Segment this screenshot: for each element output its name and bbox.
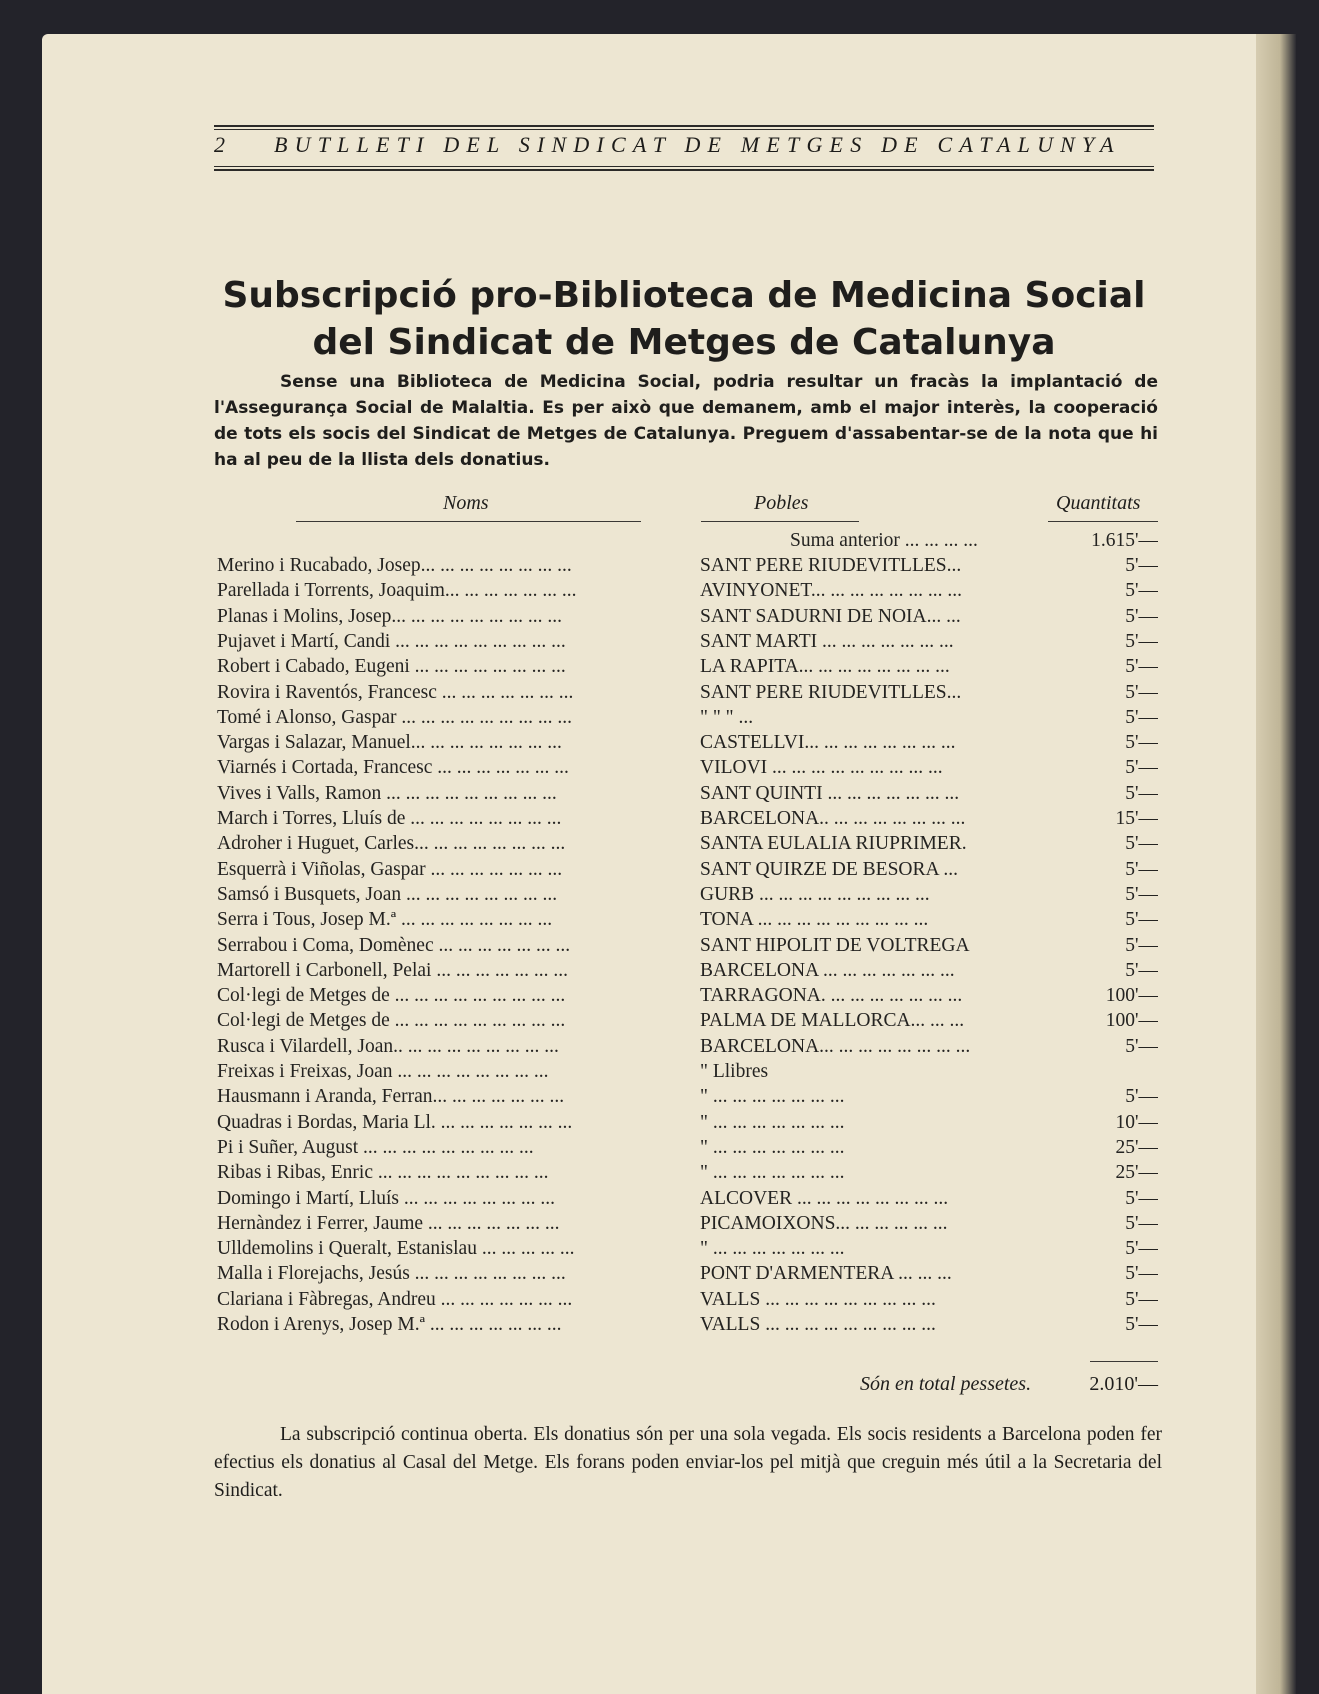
donor-town: VILOVI ... ... ... ... ... ... ... ... ...	[700, 757, 943, 779]
donor-name: Serra i Tous, Josep M.ª ... ... ... ... ... ... ... ...	[217, 909, 553, 931]
donor-town: PALMA DE MALLORCA... ... ...	[700, 1010, 965, 1032]
donor-town: BARCELONA.. ... ... ... ... ... ... ...	[700, 808, 966, 829]
donor-name: Merino i Rucabado, Josep... ... ... ... ... ... ... ...	[217, 555, 572, 576]
donation-row	[0, 631, 1319, 656]
donor-name: Freixas i Freixas, Joan ... ... ... ... ... ... ... ...	[217, 1061, 549, 1082]
donation-row	[0, 1010, 1319, 1035]
donation-row	[0, 555, 1319, 580]
donation-amount: 100'—	[1105, 985, 1158, 1007]
donation-row	[0, 909, 1319, 934]
donor-name: Ulldemolins i Queralt, Estanislau ... ... ... ... ...	[217, 1238, 575, 1260]
donor-name: Planas i Molins, Josep... ... ... ... ... ... ... ... ...	[217, 605, 563, 627]
donation-amount: 5'—	[1125, 706, 1158, 728]
donor-name: Vives i Valls, Ramon ... ... ... ... ... ... ... ... ...	[217, 782, 557, 804]
donor-name: Samsó i Busquets, Joan ... ... ... ... ... ... ... ...	[217, 883, 558, 905]
header-rule-top	[214, 125, 1154, 127]
donation-row	[0, 985, 1319, 1010]
donation-row	[0, 606, 1319, 631]
donor-town: AVINYONET... ... ... ... ... ... ... ...	[700, 580, 962, 602]
page-number: 2	[214, 132, 230, 157]
donation-amount: 5'—	[1125, 909, 1158, 931]
donation-row	[0, 859, 1319, 884]
donor-town: LA RAPITA... ... ... ... ... ... ... ...	[700, 656, 950, 678]
header-rule-bottom-thin	[214, 166, 1154, 167]
total-label: Són en total pessetes.	[860, 1373, 1032, 1395]
donor-town: SANT QUIRZE DE BESORA ...	[700, 858, 959, 880]
donor-name: Clariana i Fàbregas, Andreu ... ... ... ... ... ... ...	[217, 1288, 573, 1310]
donation-row	[0, 1289, 1319, 1314]
donor-town: CASTELLVI... ... ... ... ... ... ... ...	[700, 732, 956, 754]
carry-forward-amount: 1.615'—	[1091, 530, 1158, 551]
donation-row	[0, 884, 1319, 909]
donor-town: " ... ... ... ... ... ... ...	[700, 1136, 845, 1158]
intro-paragraph: Sense una Biblioteca de Medicina Social, podria resultar un fracàs la implantació de l'Assegurança Social de Malaltia. Es per això que demanem, amb el major interès, la cooperació de tots els socis del Sindicat de Metges de Catalunya. Preguem d'assabentar-se de la nota que hi ha al peu de la llista dels donatius.	[214, 372, 1158, 470]
donor-name: Robert i Cabado, Eugeni ... ... ... ... ... ... ... ...	[217, 656, 566, 678]
donor-town: BARCELONA ... ... ... ... ... ... ...	[700, 959, 955, 981]
donor-name: Col·legi de Metges de ... ... ... ... ... ... ... ... ...	[217, 1010, 566, 1032]
donation-row	[0, 1061, 1319, 1086]
donation-row	[0, 960, 1319, 985]
carry-forward-row	[0, 530, 1319, 555]
donation-row	[0, 707, 1319, 732]
donor-name: Malla i Florejachs, Jesús ... ... ... ... ... ... ... ...	[217, 1263, 566, 1285]
carry-forward-label: Suma anterior ... ... ... ...	[790, 530, 978, 551]
donation-row	[0, 1314, 1319, 1339]
column-header-names-underline	[296, 521, 641, 522]
donation-amount: 5'—	[1125, 1212, 1158, 1234]
donation-amount: 25'—	[1115, 1136, 1158, 1158]
donor-name: Adroher i Huguet, Carles... ... ... ... ... ... ... ...	[217, 833, 566, 855]
donation-amount: 100'—	[1105, 1010, 1158, 1032]
total-rule	[1090, 1361, 1158, 1362]
donor-town: SANT PERE RIUDEVITLLES...	[700, 555, 962, 576]
donor-town: SANT SADURNI DE NOIA... ...	[700, 605, 961, 627]
donation-amount: 5'—	[1125, 1238, 1158, 1260]
donation-amount: 5'—	[1125, 959, 1158, 981]
donor-town: " ... ... ... ... ... ... ...	[700, 1111, 845, 1133]
header-line	[214, 132, 1154, 164]
donor-town: " " " ...	[700, 706, 754, 728]
donation-row	[0, 1188, 1319, 1213]
donation-row	[0, 1238, 1319, 1263]
donation-row	[0, 1263, 1319, 1288]
donor-name: Tomé i Alonso, Gaspar ... ... ... ... ... ... ... ... ...	[217, 706, 573, 728]
donor-town: SANT HIPOLIT DE VOLTREGA	[700, 934, 970, 956]
running-header	[214, 123, 1154, 173]
donor-town: BARCELONA... ... ... ... ... ... ... ...	[700, 1035, 971, 1057]
donation-row	[0, 1086, 1319, 1111]
donor-name: Pi i Suñer, August ... ... ... ... ... ... ... ... ...	[217, 1136, 534, 1158]
donor-name: Col·legi de Metges de ... ... ... ... ... ... ... ... ...	[217, 985, 566, 1007]
donation-row	[0, 783, 1319, 808]
donor-town: ALCOVER ... ... ... ... ... ... ... ...	[700, 1187, 949, 1209]
donation-row	[0, 1137, 1319, 1162]
donation-amount: 25'—	[1115, 1162, 1158, 1184]
donation-amount: 5'—	[1125, 656, 1158, 678]
donation-row	[0, 935, 1319, 960]
donation-amount: 5'—	[1125, 1187, 1158, 1209]
donor-name: Esquerrà i Viñolas, Gaspar ... ... ... ... ... ... ...	[217, 858, 563, 880]
donation-amount: 5'—	[1125, 883, 1158, 905]
donation-row	[0, 682, 1319, 707]
donor-town: VALLS ... ... ... ... ... ... ... ... ...	[700, 1314, 936, 1335]
donor-name: Serrabou i Coma, Domènec ... ... ... ... ... ... ...	[217, 934, 571, 956]
donor-town: " ... ... ... ... ... ... ...	[700, 1238, 845, 1260]
donor-name: Hausmann i Aranda, Ferran... ... ... ... ... ... ...	[217, 1086, 565, 1108]
journal-title: BUTLLETI DEL SINDICAT DE METGES DE CATALUNYA	[274, 132, 1121, 157]
donor-name: Rovira i Raventós, Francesc ... ... ... ... ... ... ...	[217, 681, 574, 703]
donation-amount: 5'—	[1125, 580, 1158, 602]
donation-amount: 5'—	[1125, 934, 1158, 956]
column-header-amounts-underline	[1048, 521, 1158, 522]
column-header-towns-underline	[701, 521, 859, 522]
donor-town: " ... ... ... ... ... ... ...	[700, 1086, 845, 1108]
donation-amount: 5'—	[1125, 605, 1158, 627]
donor-name: March i Torres, Lluís de ... ... ... ... ... ... ... ...	[217, 808, 562, 829]
donation-row	[0, 656, 1319, 681]
donation-row	[0, 1112, 1319, 1137]
donation-amount: 5'—	[1125, 630, 1158, 652]
donor-town: PICAMOIXONS... ... ... ... ... ...	[700, 1212, 948, 1234]
donor-name: Rusca i Vilardell, Joan.. ... ... ... ... ... ... ... ...	[217, 1035, 559, 1057]
donation-row	[0, 808, 1319, 833]
donor-town: TARRAGONA. ... ... ... ... ... ... ...	[700, 985, 963, 1007]
column-header-names: Noms	[443, 492, 489, 514]
donor-name: Viarnés i Cortada, Francesc ... ... ... ... ... ... ...	[217, 757, 569, 779]
donation-amount: 5'—	[1125, 732, 1158, 754]
donor-name: Quadras i Bordas, Maria Ll. ... ... ... ... ... ... ...	[217, 1111, 573, 1133]
donation-row	[0, 757, 1319, 782]
column-header-towns: Pobles	[754, 492, 809, 514]
donor-town: SANT PERE RIUDEVITLLES...	[700, 681, 962, 703]
donation-row	[0, 833, 1319, 858]
donor-town: TONA ... ... ... ... ... ... ... ... ...	[700, 909, 929, 931]
donor-town: VALLS ... ... ... ... ... ... ... ... ...	[700, 1288, 936, 1310]
article-title	[214, 272, 1154, 366]
donation-amount: 5'—	[1125, 555, 1158, 576]
donation-row	[0, 1213, 1319, 1238]
article-title-line-1: Subscripció pro-Biblioteca de Medicina Social	[222, 275, 1146, 316]
total-amount: 2.010'—	[1089, 1373, 1158, 1395]
header-rule-top-thin	[214, 129, 1154, 130]
donor-name: Ribas i Ribas, Enric ... ... ... ... ... ... ... ... ...	[217, 1162, 549, 1184]
donation-amount: 5'—	[1125, 833, 1158, 855]
donor-name: Parellada i Torrents, Joaquim... ... ... ... ... ... ...	[217, 580, 577, 602]
donor-town: " Llibres	[700, 1061, 769, 1082]
donor-name: Vargas i Salazar, Manuel... ... ... ... ... ... ... ...	[217, 732, 562, 754]
donation-amount: 5'—	[1125, 858, 1158, 880]
donation-row	[0, 580, 1319, 605]
donor-name: Pujavet i Martí, Candi ... ... ... ... ... ... ... ... ...	[217, 630, 566, 652]
column-header-amounts: Quantitats	[1056, 492, 1141, 514]
donor-town: GURB ... ... ... ... ... ... ... ... ...	[700, 883, 930, 905]
donor-name: Rodon i Arenys, Josep M.ª ... ... ... ... ... ... ...	[217, 1314, 562, 1335]
donation-row	[0, 1162, 1319, 1187]
donation-amount: 5'—	[1125, 782, 1158, 804]
donor-town: SANT MARTI ... ... ... ... ... ... ...	[700, 630, 954, 652]
donor-town: PONT D'ARMENTERA ... ... ...	[700, 1263, 952, 1285]
donation-amount: 5'—	[1125, 757, 1158, 779]
donation-amount: 10'—	[1115, 1111, 1158, 1133]
closing-paragraph: La subscripció continua oberta. Els donatius són per una sola vegada. Els socis residents a Barcelona poden fer efectius els donatius al Casal del Metge. Els forans poden enviar-los pel mitjà que creguin més útil a la Secretaria del Sindicat.	[214, 1424, 1162, 1501]
donation-amount: 15'—	[1115, 808, 1158, 829]
donor-town: SANT QUINTI ... ... ... ... ... ... ...	[700, 782, 960, 804]
header-rule-bottom	[214, 169, 1154, 171]
donor-town: " ... ... ... ... ... ... ...	[700, 1162, 845, 1184]
donation-row	[0, 732, 1319, 757]
donation-row	[0, 1036, 1319, 1061]
donation-amount: 5'—	[1125, 681, 1158, 703]
donation-amount: 5'—	[1125, 1288, 1158, 1310]
donor-name: Martorell i Carbonell, Pelai ... ... ... ... ... ... ...	[217, 959, 568, 981]
donor-name: Hernàndez i Ferrer, Jaume ... ... ... ... ... ... ...	[217, 1212, 560, 1234]
donor-name: Domingo i Martí, Lluís ... ... ... ... ... ... ... ...	[217, 1187, 555, 1209]
donation-amount: 5'—	[1125, 1314, 1158, 1335]
donation-amount: 5'—	[1125, 1086, 1158, 1108]
donation-amount: 5'—	[1125, 1035, 1158, 1057]
donor-town: SANTA EULALIA RIUPRIMER.	[700, 833, 967, 855]
article-title-line-2: del Sindicat de Metges de Catalunya	[312, 322, 1056, 363]
donation-amount: 5'—	[1125, 1263, 1158, 1285]
